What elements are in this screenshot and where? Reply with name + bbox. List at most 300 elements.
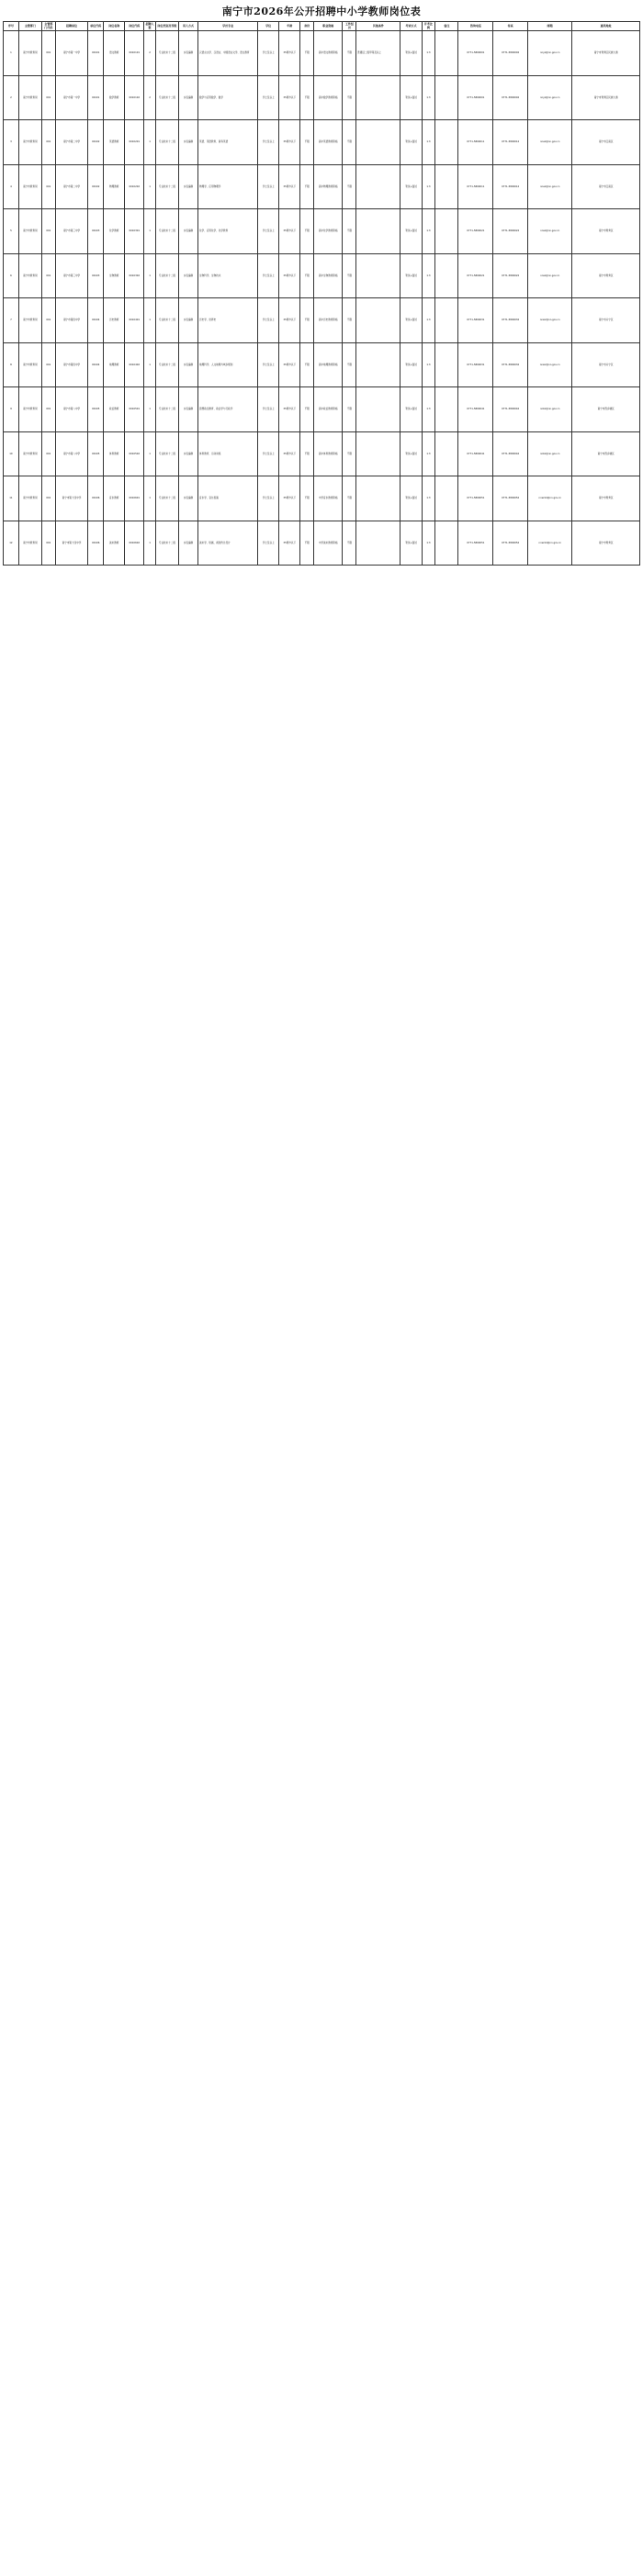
table-row [4,31,640,76]
cell-addr: 南宁市江南区 [572,120,640,165]
cell-edu: 实名编制 [179,120,198,165]
cell-edu: 实名编制 [179,476,198,521]
cell-unit: 南宁市第八中学 [55,431,88,476]
cell-seq: 6 [4,253,19,298]
cell-cert: 高中物理教师资格 [314,164,343,209]
cell-other [356,298,400,343]
cell-ratio: 1:3 [422,476,435,521]
cell-age: 35周岁以下 [279,164,300,209]
cell-phone: 0771-5800051 [458,521,493,566]
cell-type: 专业技术十二级 [155,431,178,476]
cell-notes [435,209,458,254]
cell-dept: 南宁市教育局 [18,253,41,298]
cell-post: 美术教师 [104,521,125,566]
cell-num: 1 [144,342,156,387]
cell-phone: 0771-5800021 [458,253,493,298]
cell-identity: 不限 [300,298,314,343]
cell-unit: 南宁市第二中学 [55,120,88,165]
cell-degree: 学士及以上 [258,431,279,476]
cell-major: 生物科学、生物技术 [198,253,258,298]
col-unit-code: 单位代码 [88,22,104,31]
cell-seq: 2 [4,75,19,120]
col-phone: 咨询电话 [458,22,493,31]
cell-degree: 学士及以上 [258,521,279,566]
cell-exam: 笔试+面试 [400,521,422,566]
cell-dept: 南宁市教育局 [18,521,41,566]
cell-notes [435,253,458,298]
cell-addr: 南宁市兴宁区 [572,298,640,343]
cell-code: 001 [41,387,55,432]
cell-degree: 学士及以上 [258,31,279,76]
cell-edu: 实名编制 [179,298,198,343]
cell-exam: 笔试+面试 [400,387,422,432]
job-table [3,21,640,566]
cell-post: 物理教师 [104,164,125,209]
cell-identity: 不限 [300,120,314,165]
cell-type: 专业技术十二级 [155,209,178,254]
col-notes: 备注 [435,22,458,31]
cell-pcode: 0010602 [125,521,144,566]
cell-email: nnez@nn.gov.cn [528,120,572,165]
cell-notes [435,75,458,120]
cell-addr: 南宁市江南区 [572,164,640,209]
cell-type: 专业技术十二级 [155,75,178,120]
cell-seq: 7 [4,298,19,343]
cell-cert: 高中体育教师资格 [314,431,343,476]
table-row [4,298,640,343]
cell-other [356,342,400,387]
cell-email: nnbz@nn.gov.cn [528,431,572,476]
cell-code: 001 [41,298,55,343]
cell-major: 化学、应用化学、化学教育 [198,209,258,254]
cell-unit: 南宁市第二中学 [55,164,88,209]
cell-degree: 学士及以上 [258,75,279,120]
cell-cert: 高中数学教师资格 [314,75,343,120]
cell-exam: 笔试+面试 [400,476,422,521]
cell-cert: 高中英语教师资格 [314,120,343,165]
cell-email: nnsiz@nn.gov.cn [528,298,572,343]
col-dept-code: 主管部门代码 [41,22,55,31]
cell-age: 35周岁以下 [279,120,300,165]
cell-type: 专业技术十二级 [155,120,178,165]
cell-email: nnsz@nn.gov.cn [528,209,572,254]
cell-seq: 3 [4,120,19,165]
col-seq: 序号 [4,22,19,31]
cell-ratio: 1:3 [422,521,435,566]
cell-notes [435,387,458,432]
cell-phone: 0771-5800041 [458,431,493,476]
cell-addr: 南宁市青秀区民族大道 [572,75,640,120]
cell-post: 化学教师 [104,209,125,254]
cell-other [356,75,400,120]
cell-age: 35周岁以下 [279,431,300,476]
cell-other [356,387,400,432]
cell-notes [435,342,458,387]
cell-exp: 不限 [343,476,356,521]
cell-addr: 南宁市青秀区民族大道 [572,31,640,76]
cell-degree: 学士及以上 [258,476,279,521]
cell-edu: 实名编制 [179,387,198,432]
cell-code: 001 [41,75,55,120]
cell-exam: 笔试+面试 [400,31,422,76]
cell-type: 专业技术十二级 [155,164,178,209]
cell-exp: 不限 [343,387,356,432]
cell-post: 音乐教师 [104,476,125,521]
table-row [4,75,640,120]
cell-ucode: 00106 [88,476,104,521]
cell-phone: 0771-5800011 [458,120,493,165]
col-post: 岗位名称 [104,22,125,31]
cell-phone: 0771-5800041 [458,387,493,432]
header-row [4,22,640,31]
cell-phone: 0771-5800011 [458,164,493,209]
cell-other [356,521,400,566]
cell-dept: 南宁市教育局 [18,209,41,254]
cell-code: 001 [41,476,55,521]
cell-exam: 笔试+面试 [400,164,422,209]
cell-email: nnsz@nn.gov.cn [528,253,572,298]
cell-seq: 12 [4,521,19,566]
cell-seq: 5 [4,209,19,254]
cell-major: 体育教育、运动训练 [198,431,258,476]
cell-fax: 0771-5800022 [493,209,528,254]
cell-email: nnyz@nn.gov.cn [528,31,572,76]
cell-ucode: 00103 [88,253,104,298]
table-row [4,431,640,476]
cell-edu: 实名编制 [179,31,198,76]
cell-dept: 南宁市教育局 [18,164,41,209]
cell-age: 35周岁以下 [279,298,300,343]
cell-age: 35周岁以下 [279,31,300,76]
cell-edu: 实名编制 [179,75,198,120]
cell-pcode: 0010301 [125,209,144,254]
cell-ratio: 1:3 [422,298,435,343]
cell-exp: 不限 [343,521,356,566]
cell-other [356,120,400,165]
cell-code: 001 [41,521,55,566]
col-degree: 学位 [258,22,279,31]
cell-num: 1 [144,120,156,165]
cell-exp: 不限 [343,120,356,165]
cell-email: nnsz14@nn.gov.cn [528,521,572,566]
cell-ratio: 1:3 [422,31,435,76]
cell-post: 英语教师 [104,120,125,165]
cell-dept: 南宁市教育局 [18,120,41,165]
cell-ratio: 1:3 [422,120,435,165]
cell-ratio: 1:3 [422,342,435,387]
cell-notes [435,31,458,76]
cell-phone: 0771-5800001 [458,75,493,120]
cell-addr: 南宁市西乡塘区 [572,431,640,476]
col-exp: 工作经历 [343,22,356,31]
cell-edu: 实名编制 [179,521,198,566]
cell-dept: 南宁市教育局 [18,387,41,432]
cell-unit: 南宁市第一中学 [55,31,88,76]
cell-phone: 0771-5800021 [458,209,493,254]
cell-pcode: 0010401 [125,298,144,343]
cell-major: 地理科学、人文地理与城乡规划 [198,342,258,387]
cell-exp: 不限 [343,431,356,476]
col-identity: 身份 [300,22,314,31]
cell-age: 35周岁以下 [279,387,300,432]
table-row [4,209,640,254]
cell-post: 体育教师 [104,431,125,476]
cell-addr: 南宁市西乡塘区 [572,387,640,432]
cell-other [356,209,400,254]
col-major: 学历专业 [198,22,258,31]
cell-post: 生物教师 [104,253,125,298]
cell-num: 2 [144,31,156,76]
cell-other [356,164,400,209]
cell-email: nnbz@nn.gov.cn [528,387,572,432]
cell-ucode: 00106 [88,521,104,566]
cell-seq: 4 [4,164,19,209]
col-fax: 传真 [493,22,528,31]
cell-edu: 实名编制 [179,164,198,209]
cell-dept: 南宁市教育局 [18,75,41,120]
cell-notes [435,521,458,566]
cell-cert: 高中生物教师资格 [314,253,343,298]
cell-ucode: 00105 [88,387,104,432]
cell-major: 思想政治教育、政治学与行政学 [198,387,258,432]
cell-age: 35周岁以下 [279,476,300,521]
cell-fax: 0771-5800042 [493,387,528,432]
table-row [4,521,640,566]
col-cert: 职业资格 [314,22,343,31]
cell-post: 历史教师 [104,298,125,343]
cell-pcode: 0010302 [125,253,144,298]
col-exam: 考试方式 [400,22,422,31]
cell-pcode: 0010202 [125,164,144,209]
cell-major: 历史学、世界史 [198,298,258,343]
cell-fax: 0771-5800052 [493,521,528,566]
cell-identity: 不限 [300,164,314,209]
cell-pcode: 0010402 [125,342,144,387]
cell-unit: 南宁市第四中学 [55,298,88,343]
col-age: 年龄 [279,22,300,31]
cell-post: 政治教师 [104,387,125,432]
cell-identity: 不限 [300,521,314,566]
cell-edu: 实名编制 [179,209,198,254]
cell-exam: 笔试+面试 [400,209,422,254]
cell-dept: 南宁市教育局 [18,342,41,387]
cell-email: nnsz14@nn.gov.cn [528,476,572,521]
cell-major: 汉语言文学、汉语言、中国语言文学、语文教育 [198,31,258,76]
table-body [4,31,640,566]
cell-ucode: 00103 [88,209,104,254]
cell-unit: 南宁市第三中学 [55,209,88,254]
cell-identity: 不限 [300,476,314,521]
cell-fax: 0771-5800002 [493,75,528,120]
cell-code: 001 [41,342,55,387]
cell-type: 专业技术十二级 [155,521,178,566]
cell-type: 专业技术十二级 [155,476,178,521]
cell-type: 专业技术十二级 [155,298,178,343]
cell-exp: 不限 [343,342,356,387]
cell-cert: 高中地理教师资格 [314,342,343,387]
cell-exp: 不限 [343,298,356,343]
cell-major: 美术学、绘画、视觉传达设计 [198,521,258,566]
cell-pcode: 0010502 [125,431,144,476]
cell-fax: 0771-5800022 [493,253,528,298]
cell-notes [435,120,458,165]
cell-ucode: 00104 [88,298,104,343]
cell-ratio: 1:3 [422,164,435,209]
cell-age: 35周岁以下 [279,253,300,298]
cell-pcode: 0010102 [125,75,144,120]
cell-fax: 0771-5800002 [493,31,528,76]
cell-num: 1 [144,209,156,254]
cell-num: 1 [144,164,156,209]
cell-type: 专业技术十二级 [155,31,178,76]
cell-major: 物理学、应用物理学 [198,164,258,209]
cell-type: 专业技术十二级 [155,387,178,432]
cell-exam: 笔试+面试 [400,342,422,387]
cell-notes [435,431,458,476]
cell-addr: 南宁市青秀区 [572,253,640,298]
table-row [4,253,640,298]
cell-num: 1 [144,253,156,298]
cell-identity: 不限 [300,342,314,387]
cell-phone: 0771-5800031 [458,342,493,387]
cell-edu: 实名编制 [179,431,198,476]
cell-edu: 实名编制 [179,342,198,387]
cell-num: 2 [144,75,156,120]
cell-dept: 南宁市教育局 [18,298,41,343]
col-dept: 主管部门 [18,22,41,31]
cell-degree: 学士及以上 [258,164,279,209]
cell-cert: 中学美术教师资格 [314,521,343,566]
cell-code: 001 [41,431,55,476]
cell-notes [435,476,458,521]
cell-age: 35周岁以下 [279,75,300,120]
cell-cert: 高中政治教师资格 [314,387,343,432]
cell-cert: 高中化学教师资格 [314,209,343,254]
col-post-code: 岗位代码 [125,22,144,31]
cell-age: 35周岁以下 [279,521,300,566]
cell-exp: 不限 [343,253,356,298]
cell-fax: 0771-5800042 [493,431,528,476]
cell-seq: 10 [4,431,19,476]
cell-other: 普通话二级甲等及以上 [356,31,400,76]
cell-exp: 不限 [343,209,356,254]
cell-exam: 笔试+面试 [400,75,422,120]
cell-cert: 中学音乐教师资格 [314,476,343,521]
cell-dept: 南宁市教育局 [18,31,41,76]
cell-exam: 笔试+面试 [400,298,422,343]
cell-degree: 学士及以上 [258,209,279,254]
cell-ratio: 1:3 [422,209,435,254]
cell-post: 数学教师 [104,75,125,120]
cell-post: 地理教师 [104,342,125,387]
cell-exp: 不限 [343,75,356,120]
col-num: 招聘人数 [145,22,154,29]
cell-ratio: 1:3 [422,387,435,432]
cell-ucode: 00101 [88,75,104,120]
cell-ratio: 1:3 [422,431,435,476]
cell-num: 1 [144,431,156,476]
cell-code: 001 [41,164,55,209]
cell-major: 英语、英语教育、商务英语 [198,120,258,165]
cell-addr: 南宁市青秀区 [572,476,640,521]
cell-age: 35周岁以下 [279,342,300,387]
cell-num: 1 [144,476,156,521]
cell-ucode: 00102 [88,120,104,165]
cell-fax: 0771-5800032 [493,298,528,343]
cell-exam: 笔试+面试 [400,431,422,476]
cell-phone: 0771-5800051 [458,476,493,521]
cell-degree: 学士及以上 [258,120,279,165]
cell-dept: 南宁市教育局 [18,476,41,521]
cell-fax: 0771-5800032 [493,342,528,387]
col-other: 其他条件 [356,22,400,31]
cell-ucode: 00101 [88,31,104,76]
cell-other [356,431,400,476]
cell-num: 1 [144,521,156,566]
cell-cert: 高中历史教师资格 [314,298,343,343]
cell-degree: 学士及以上 [258,342,279,387]
cell-seq: 11 [4,476,19,521]
cell-unit: 南宁市第一中学 [55,75,88,120]
cell-email: nnez@nn.gov.cn [528,164,572,209]
cell-degree: 学士及以上 [258,253,279,298]
cell-exp: 不限 [343,31,356,76]
cell-seq: 9 [4,387,19,432]
cell-pcode: 0010601 [125,476,144,521]
cell-seq: 1 [4,31,19,76]
cell-ratio: 1:3 [422,75,435,120]
cell-edu: 实名编制 [179,253,198,298]
cell-code: 001 [41,31,55,76]
cell-pcode: 0010501 [125,387,144,432]
cell-fax: 0771-5800052 [493,476,528,521]
table-row [4,476,640,521]
cell-exam: 笔试+面试 [400,120,422,165]
cell-seq: 8 [4,342,19,387]
cell-unit: 南宁市第十四中学 [55,521,88,566]
col-post-type: 岗位类别及等级 [155,22,178,31]
cell-exp: 不限 [343,164,356,209]
cell-type: 专业技术十二级 [155,253,178,298]
table-row [4,387,640,432]
cell-major: 音乐学、音乐表演 [198,476,258,521]
cell-identity: 不限 [300,31,314,76]
cell-dept: 南宁市教育局 [18,431,41,476]
cell-addr: 南宁市青秀区 [572,521,640,566]
cell-num: 1 [144,387,156,432]
cell-notes [435,298,458,343]
cell-post: 语文教师 [104,31,125,76]
table-row [4,164,640,209]
page-title: 南宁市2026年公开招聘中小学教师岗位表 [221,6,422,17]
table-row [4,120,640,165]
table-row [4,342,640,387]
col-email: 邮箱 [528,22,572,31]
cell-ucode: 00102 [88,164,104,209]
cell-email: nnyz@nn.gov.cn [528,75,572,120]
cell-ratio: 1:3 [422,253,435,298]
cell-other [356,253,400,298]
col-address: 通讯地址 [572,22,640,31]
cell-phone: 0771-5800001 [458,31,493,76]
cell-cert: 高中语文教师资格 [314,31,343,76]
cell-identity: 不限 [300,75,314,120]
cell-degree: 学士及以上 [258,298,279,343]
cell-pcode: 0010201 [125,120,144,165]
cell-unit: 南宁市第三中学 [55,253,88,298]
cell-age: 35周岁以下 [279,209,300,254]
cell-pcode: 0010101 [125,31,144,76]
